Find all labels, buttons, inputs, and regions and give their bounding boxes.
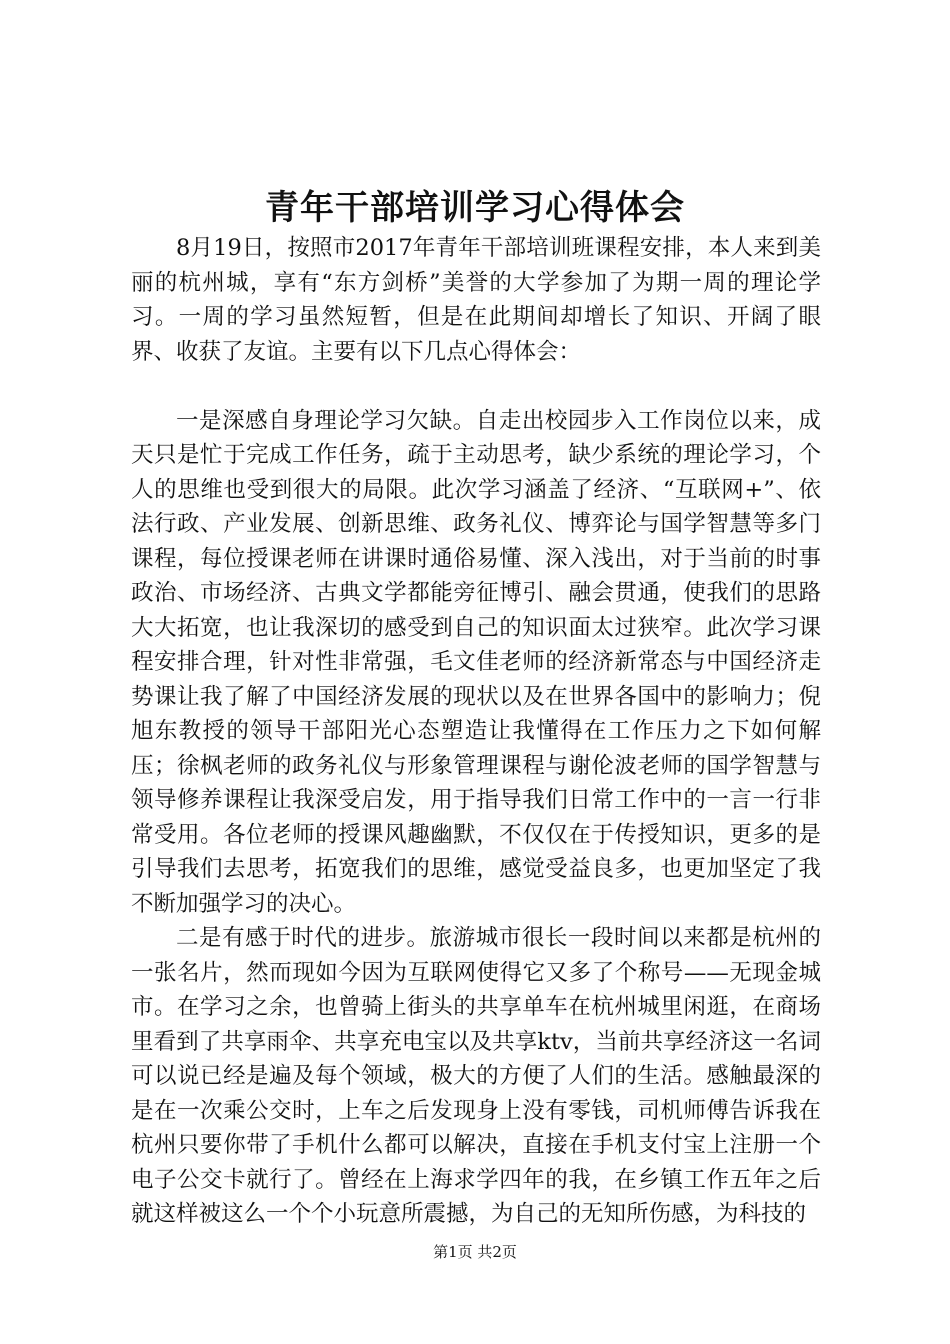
page-footer: 第1页 共2页 [433,1243,517,1261]
document-title: 青年干部培训学习心得体会 [265,188,685,228]
document-body [131,231,821,1232]
paragraph-point-one: 一是深感自身理论学习欠缺。自走出校园步入工作岗位以来，成天只是忙于完成工作任务，疏于主动思考，缺少系统的理论学习，个人的思维也受到很大的局限。此次学习涵盖了经济、“互联网+”、依法行政、产业发展、创新思维、政务礼仪、博弈论与国学智慧等多门课程，每位授课老师在讲课时通俗易懂、深入浅出，对于当前的时事政治、市场经济、古典文学都能旁征博引、融会贯通，使我们的思路大大拓宽，也让我深切的感受到自己的知识面太过狭窄。此次学习课程安排合理，针对性非常强，毛文佳老师的经济新常态与中国经济走势课让我了解了中国经济发展的现状以及在世界各国中的影响力；倪旭东教授的领导干部阳光心态塑造让我懂得在工作压力之下如何解压；徐枫老师的政务礼仪与形象管理课程与谢伦波老师的国学智慧与领导修养课程让我深受启发，用于指导我们日常工作中的一言一行非常受用。各位老师的授课风趣幽默，不仅仅在于传授知识，更多的是引导我们去思考，拓宽我们的思维，感觉受益良多，也更加坚定了我不断加强学习的决心。 [131,407,821,917]
paragraph-intro: 8月19日，按照市2017年青年干部培训班课程安排，本人来到美丽的杭州城，享有“东方剑桥”美誉的大学参加了为期一周的理论学习。一周的学习虽然短暂，但是在此期间却增长了知识、开阔了眼界、收获了友谊。主要有以下几点心得体会： [131,235,821,365]
paragraph-point-two: 二是有感于时代的进步。旅游城市很长一段时间以来都是杭州的一张名片，然而现如今因为互联网使得它又多了个称号——无现金城市。在学习之余，也曾骑上街头的共享单车在杭州城里闲逛，在商场里看到了共享雨伞、共享充电宝以及共享ktv，当前共享经济这一名词可以说已经是遍及每个领域，极大的方便了人们的生活。感触最深的是在一次乘公交时，上车之后发现身上没有零钱，司机师傅告诉我在杭州只要你带了手机什么都可以解决，直接在手机支付宝上注册一个电子公交卡就行了。曾经在上海求学四年的我，在乡镇工作五年之后就这样被这么一个个小玩意所震撼，为自己的无知所伤感，为科技的 [131,925,821,1227]
